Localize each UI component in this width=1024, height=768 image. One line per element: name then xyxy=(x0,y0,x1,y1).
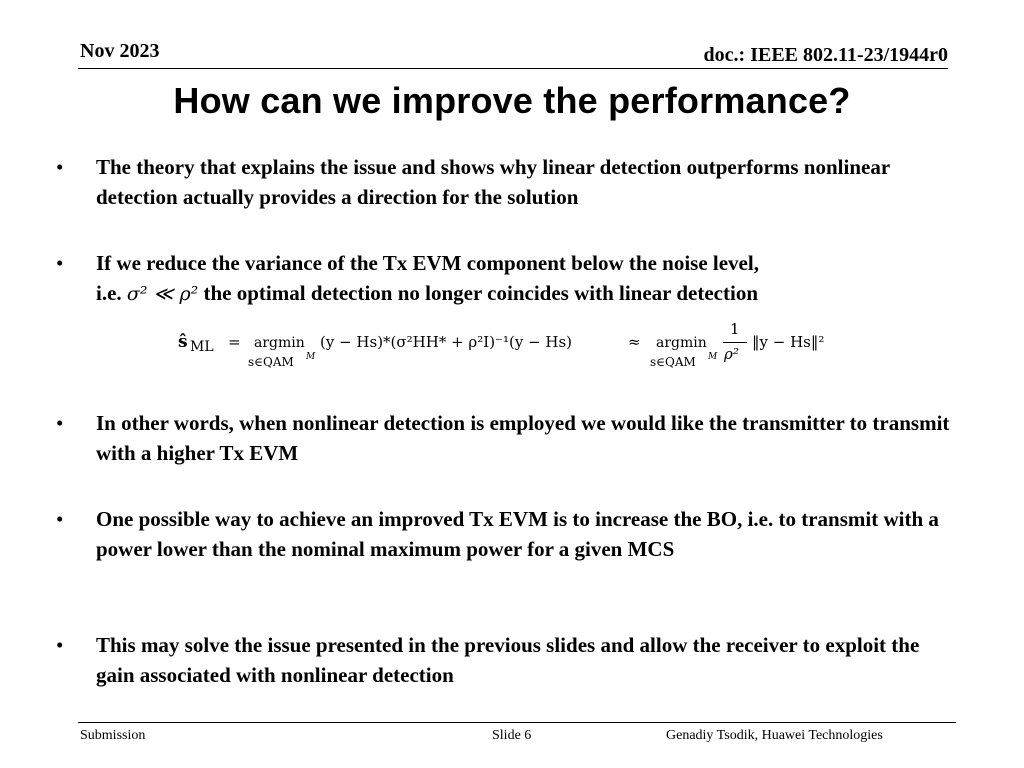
eq-argmin-2: argmin xyxy=(656,335,707,351)
header-divider xyxy=(78,68,948,69)
eq-expr2: ‖y − Hs‖² xyxy=(752,333,825,351)
eq-expr1: (y − Hs)*(σ²HH* + ρ²I)⁻¹(y − Hs) xyxy=(320,333,573,351)
inline-math: σ² ≪ ρ² xyxy=(126,283,199,305)
eq-argmin-sup-1: M xyxy=(306,352,316,362)
ml-equation xyxy=(178,318,868,378)
bullet-marker: • xyxy=(56,251,64,275)
bullet-text: The theory that explains the issue and shows why linear detection outperforms nonlinear detection actually provides a direction for the solution xyxy=(96,155,890,209)
eq-argmin-sub-2: s∈QAM xyxy=(650,355,696,369)
bullet-text: One possible way to achieve an improved Tx EVM is to increase the BO, i.e. to transmit with a power lower than the nominal maximum power for a given MCS xyxy=(96,507,939,561)
eq-argmin-sup-2: M xyxy=(708,352,718,362)
header-date: Nov 2023 xyxy=(80,40,160,62)
bullet-text: In other words, when nonlinear detection is employed we would like the transmitter to transmit with a higher Tx EVM xyxy=(96,411,950,465)
eq-lhs: ŝ xyxy=(178,332,188,352)
header-doc-id: doc.: IEEE 802.11-23/1944r0 xyxy=(703,44,948,66)
slide-title: How can we improve the performance? xyxy=(173,80,851,121)
bullet-marker: • xyxy=(56,155,64,179)
bullet-text-line2: the optimal detection no longer coincides with linear detection xyxy=(203,281,759,305)
footer-slide-number: Slide 6 xyxy=(492,728,532,743)
bullet-text-ie: i.e. xyxy=(96,281,122,305)
footer-author: Genadiy Tsodik, Huawei Technologies xyxy=(666,728,883,743)
bullet-text xyxy=(96,248,956,309)
eq-lhs-sub: ML xyxy=(190,339,214,355)
eq-argmin-sub-1: s∈QAM xyxy=(248,355,294,369)
footer-divider xyxy=(78,722,956,723)
eq-frac-numerator: 1 xyxy=(730,320,740,338)
eq-frac-denominator: ρ² xyxy=(724,345,739,363)
eq-fraction-bar xyxy=(723,342,747,343)
bullet-marker: • xyxy=(56,411,64,435)
eq-argmin-1: argmin xyxy=(254,335,305,351)
bullet-text-line1: If we reduce the variance of the Tx EVM component below the noise level, xyxy=(96,251,759,275)
eq-approx: ≈ xyxy=(628,333,641,351)
bullet-marker: • xyxy=(56,633,64,657)
bullet-text: This may solve the issue presented in the previous slides and allow the receiver to exploit the gain associated with nonlinear detection xyxy=(96,633,920,687)
footer-submission: Submission xyxy=(80,728,146,743)
bullet-marker: • xyxy=(56,507,64,531)
eq-equals: = xyxy=(228,333,241,351)
